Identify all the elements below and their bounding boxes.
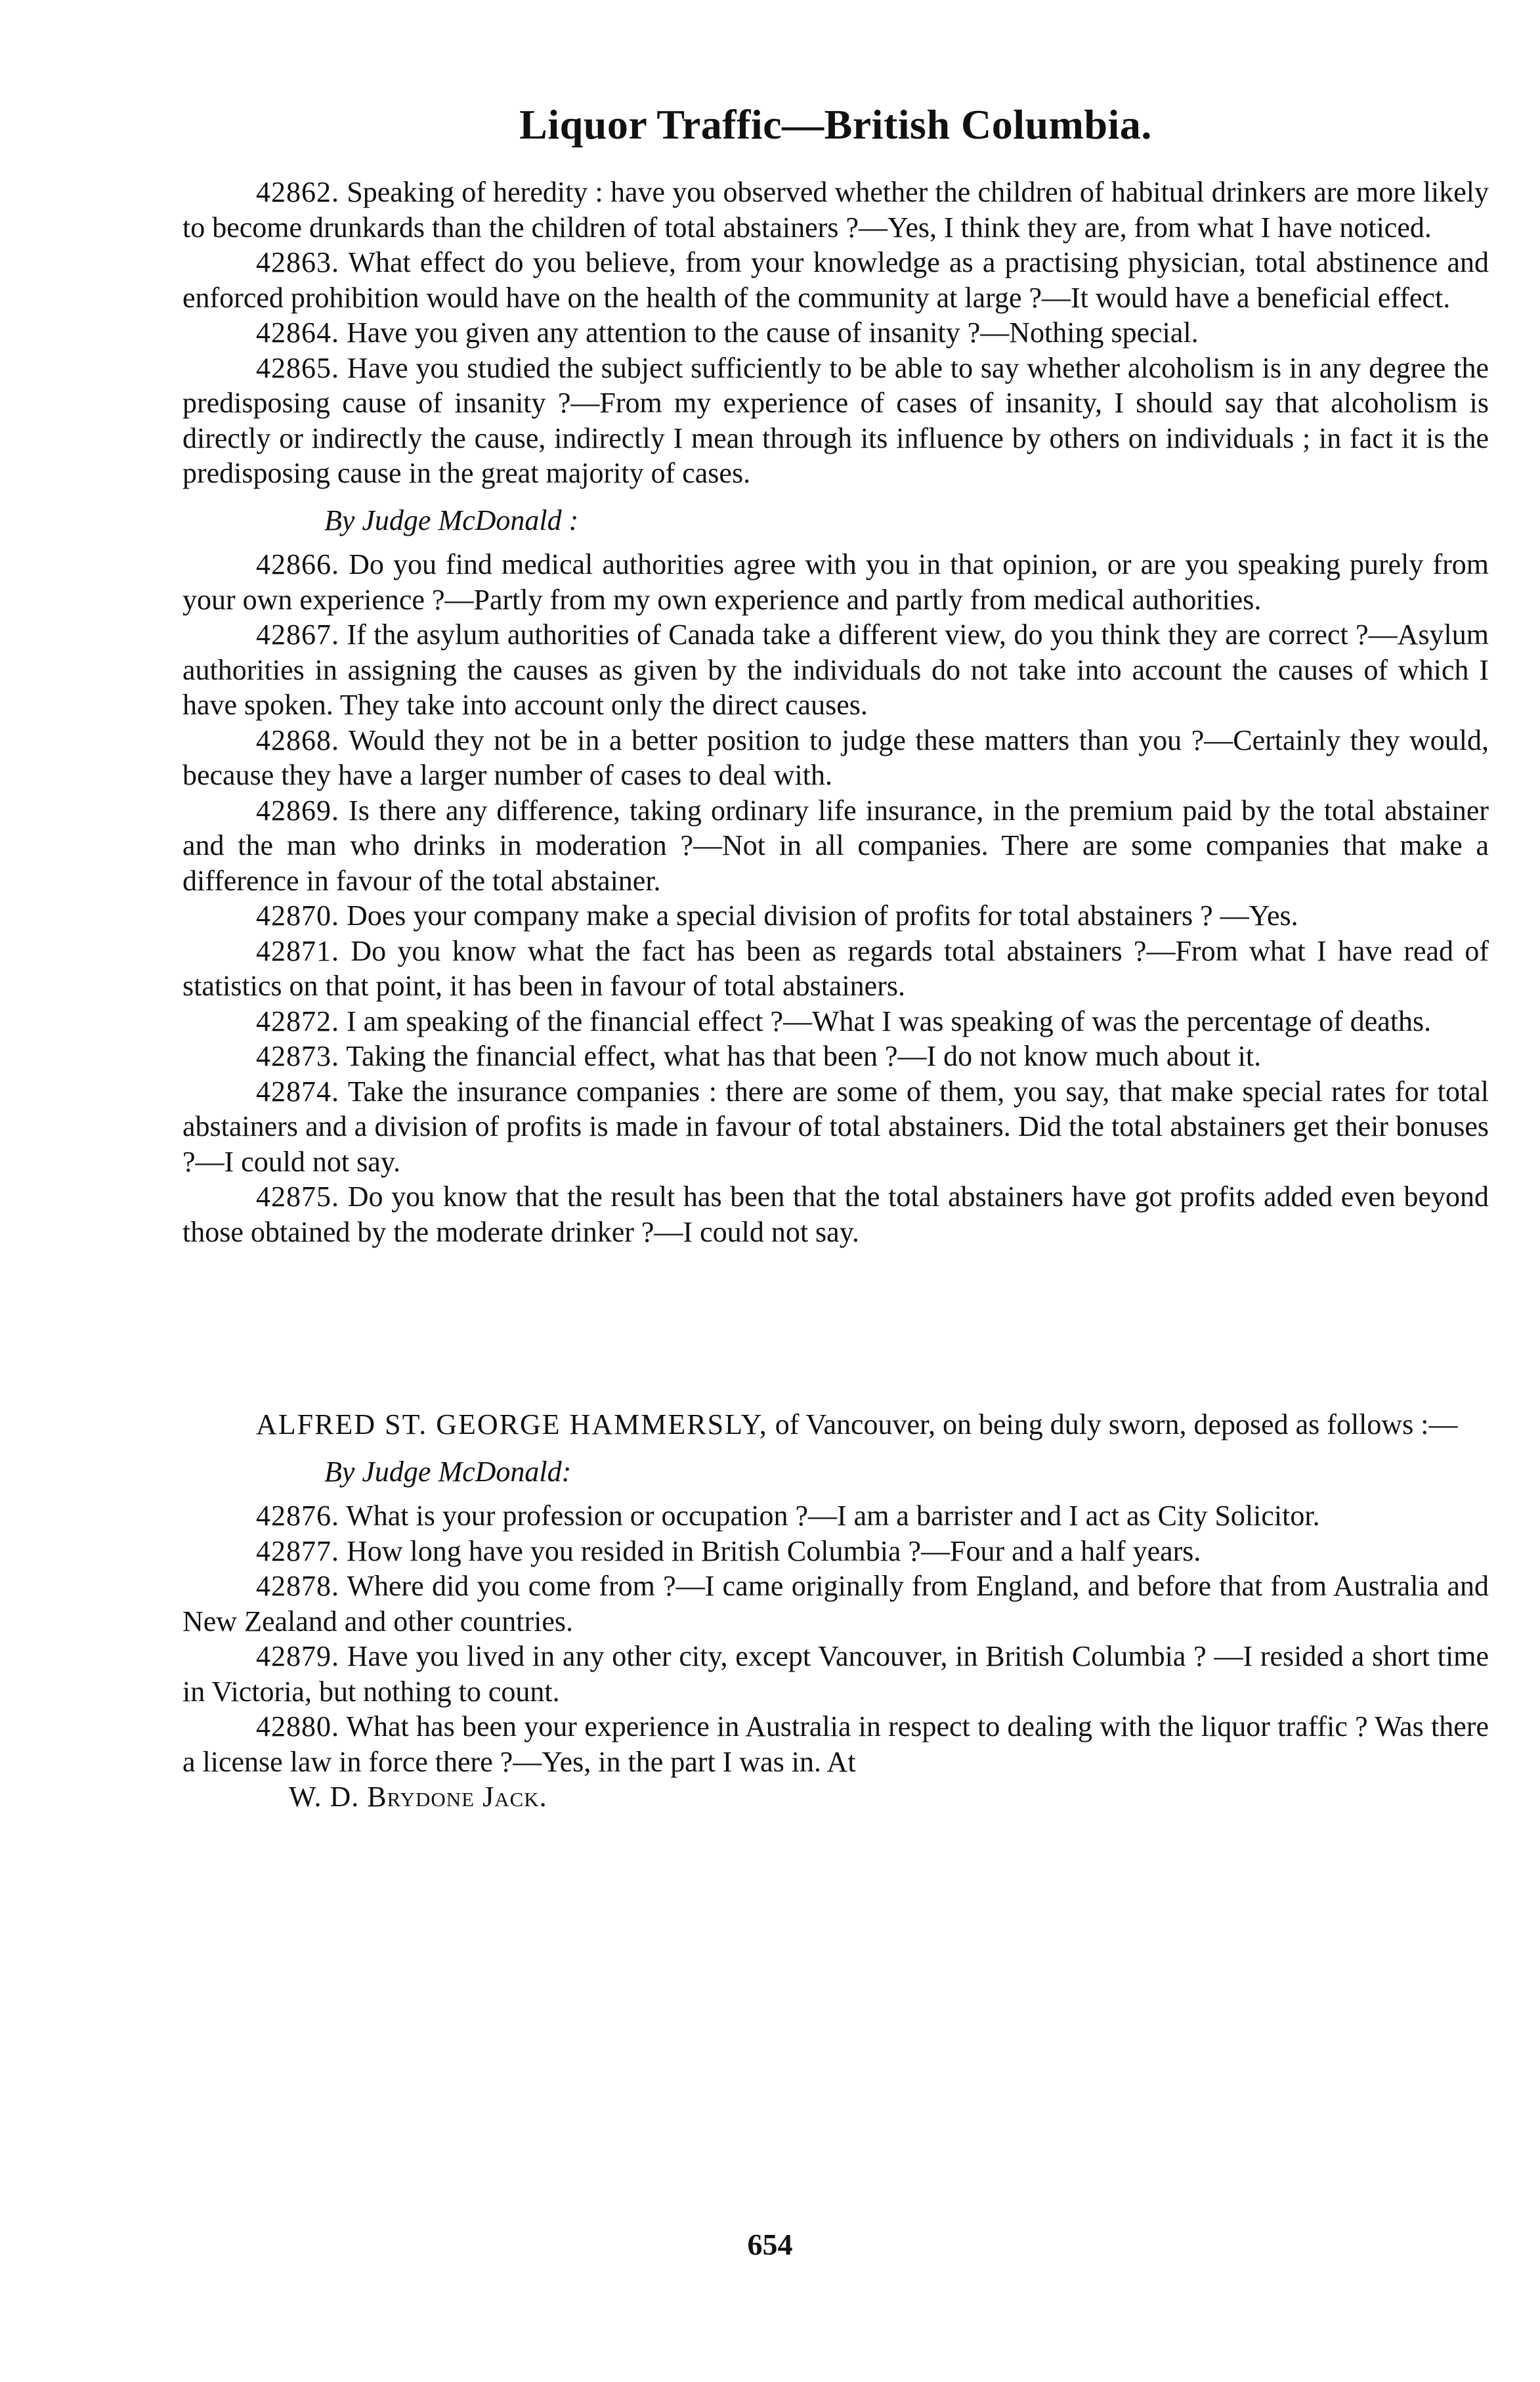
question-text: Take the insurance companies : there are some of them, you say, that make special rates for total abstainers and a division of profits is made in favour of total abstainers. Did the total abstainers get their bonuses ?—I could not say. — [182, 1075, 1489, 1178]
question-paragraph — [182, 617, 1489, 723]
question-number: 42865. — [256, 351, 339, 384]
question-paragraph — [182, 351, 1489, 491]
question-text: I am speaking of the financial effect ?—What I was speaking of was the percentage of deaths. — [347, 1005, 1432, 1037]
reporter-signature: W. D. Brydone Jack. — [289, 1781, 547, 1813]
question-text: Would they not be in a better position to judge these matters than you ?—Certainly they would, because they have a larger number of cases to deal with. — [182, 724, 1489, 791]
question-paragraph — [182, 934, 1489, 1004]
section-gap — [182, 1249, 1489, 1407]
question-paragraph — [182, 1709, 1489, 1779]
question-paragraph — [182, 1004, 1489, 1039]
question-paragraph — [182, 1074, 1489, 1180]
question-paragraph — [182, 723, 1489, 793]
witness-name: ALFRED ST. GEORGE HAMMERSLY, — [256, 1408, 768, 1440]
question-number: 42866. — [256, 548, 339, 580]
question-paragraph — [182, 315, 1489, 351]
question-text: Have you studied the subject sufficiently to be able to say whether alcoholism is in any degree the predisposing cause of insanity ?—From my experience of cases of insanity, I should say that alcoholism is directly or indirectly the cause, indirectly I mean through its influence by others on individuals ; in fact it is the predisposing cause in the great majority of cases. — [182, 351, 1489, 489]
page-header: Liquor Traffic—British Columbia. — [519, 101, 1152, 148]
testimony-section-1 — [182, 175, 1489, 1249]
witness-introduction — [182, 1407, 1489, 1442]
question-number: 42878. — [256, 1570, 339, 1602]
testimony-section-2 — [182, 1407, 1489, 1815]
examiner-subheading: By Judge McDonald : — [324, 504, 579, 536]
question-paragraph — [182, 1498, 1489, 1534]
witness-intro-text: of Vancouver, on being duly sworn, deposed as follows :— — [775, 1408, 1458, 1440]
document-page — [182, 98, 1489, 1815]
page-number: 654 — [747, 2228, 793, 2261]
question-number: 42875. — [256, 1180, 339, 1213]
question-text: Do you know that the result has been that the total abstainers have got profits added even beyond those obtained by the moderate drinker ?—I could not say. — [182, 1180, 1489, 1248]
question-paragraph — [182, 1569, 1489, 1639]
question-number: 42869. — [256, 794, 339, 827]
question-text: Do you know what the fact has been as regards total abstainers ?—From what I have read of statistics on that point, it has been in favour of total abstainers. — [182, 934, 1489, 1002]
question-text: Taking the financial effect, what has that been ?—I do not know much about it. — [346, 1040, 1262, 1072]
question-text: How long have you resided in British Columbia ?—Four and a half years. — [347, 1534, 1201, 1567]
question-number: 42876. — [256, 1500, 339, 1532]
question-text: What is your profession or occupation ?—I am a barrister and I act as City Solicitor. — [346, 1500, 1320, 1532]
question-text: Do you find medical authorities agree with you in that opinion, or are you speaking purely from your own experience ?—Partly from my own experience and partly from medical authorities. — [182, 548, 1489, 616]
question-paragraph — [182, 1639, 1489, 1709]
question-number: 42873. — [256, 1040, 339, 1072]
question-text: What has been your experience in Australia in respect to dealing with the liquor traffic ? Was there a license law in force there ?—Yes, in the part I was in. At — [182, 1710, 1489, 1778]
examiner-subheading: By Judge McDonald: — [324, 1455, 572, 1488]
question-text: Speaking of heredity : have you observed whether the children of habitual drinkers are more likely to become drunkards than the children of total abstainers ?—Yes, I think they are, from what I have noticed. — [182, 176, 1489, 244]
question-number: 42863. — [256, 246, 339, 278]
question-paragraph — [182, 793, 1489, 899]
question-number: 42867. — [256, 618, 339, 651]
question-number: 42871. — [256, 934, 339, 967]
question-number: 42864. — [256, 316, 339, 349]
question-number: 42877. — [256, 1534, 339, 1567]
question-paragraph — [182, 898, 1489, 934]
question-text: If the asylum authorities of Canada take a different view, do you think they are correct ?—Asylum authorities in assigning the causes as given by the individuals do not take into account the causes of which I have spoken. They take into account only the direct causes. — [182, 618, 1489, 721]
question-paragraph — [182, 1039, 1489, 1074]
question-number: 42879. — [256, 1640, 339, 1672]
question-text: Have you lived in any other city, except Vancouver, in British Columbia ? —I resided a short time in Victoria, but nothing to count. — [182, 1640, 1489, 1708]
question-number: 42880. — [256, 1710, 339, 1743]
question-number: 42874. — [256, 1075, 339, 1108]
question-number: 42872. — [256, 1005, 339, 1037]
question-paragraph — [182, 547, 1489, 617]
question-number: 42862. — [256, 176, 339, 208]
question-paragraph — [182, 1534, 1489, 1569]
question-text: Have you given any attention to the cause of insanity ?—Nothing special. — [347, 316, 1199, 349]
question-text: Where did you come from ?—I came originally from England, and before that from Australia and New Zealand and other countries. — [182, 1570, 1489, 1637]
question-paragraph — [182, 175, 1489, 245]
question-text: Does your company make a special division of profits for total abstainers ? —Yes. — [347, 899, 1298, 932]
question-paragraph — [182, 1179, 1489, 1249]
question-number: 42870. — [256, 899, 339, 932]
question-number: 42868. — [256, 724, 339, 756]
question-text: Is there any difference, taking ordinary life insurance, in the premium paid by the total abstainer and the man who drinks in moderation ?—Not in all companies. There are some companies that make a difference in favour of the total abstainer. — [182, 794, 1489, 897]
question-text: What effect do you believe, from your knowledge as a practising physician, total abstinence and enforced prohibition would have on the health of the community at large ?—It would have a beneficial effect. — [182, 246, 1489, 314]
question-paragraph — [182, 245, 1489, 315]
